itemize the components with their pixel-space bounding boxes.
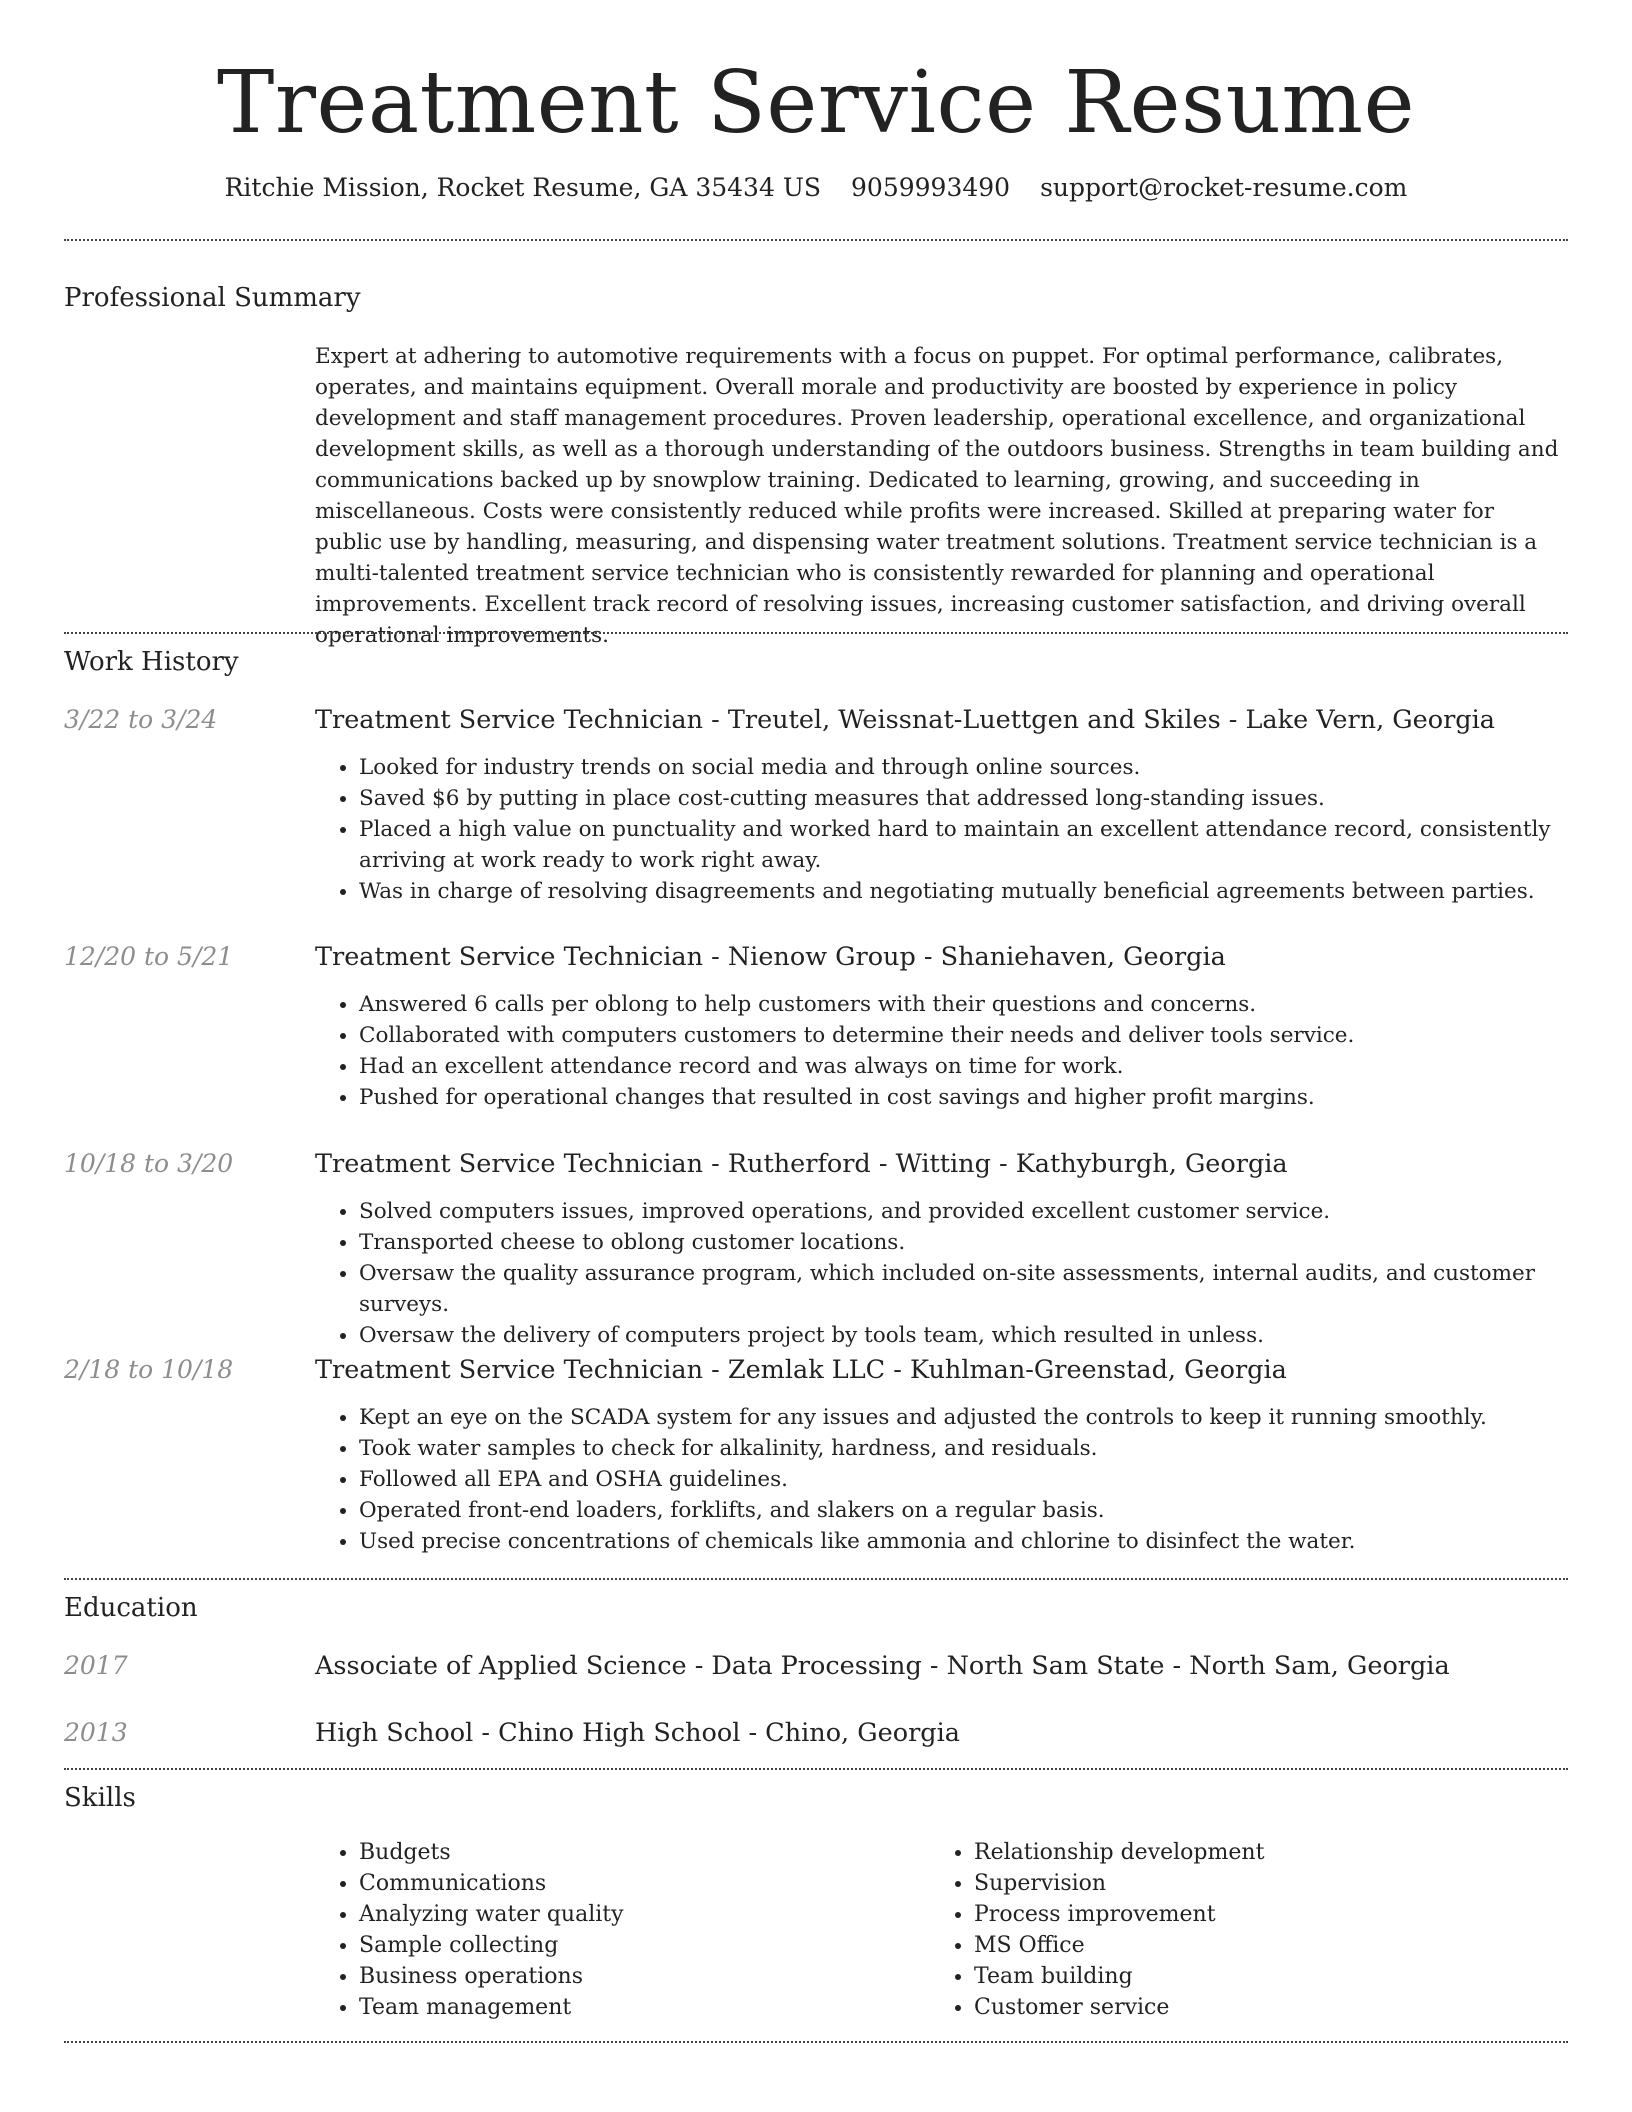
job-bullets bbox=[315, 1196, 1604, 1351]
skills-list-right bbox=[930, 1837, 1264, 2023]
job-title: Treatment Service Technician - Zemlak LLC - Kuhlman-Greenstad, Georgia bbox=[315, 1355, 1287, 1385]
section-divider bbox=[64, 239, 1568, 241]
section-divider bbox=[64, 1768, 1568, 1770]
skill-item: • Process improvement bbox=[974, 1899, 1264, 1930]
job-title: Treatment Service Technician - Rutherford - Witting - Kathyburgh, Georgia bbox=[315, 1149, 1288, 1179]
skill-item: • Analyzing water quality bbox=[359, 1899, 624, 1930]
skills-heading: Skills bbox=[64, 1783, 136, 1813]
education-year: 2017 bbox=[64, 1651, 128, 1680]
job-bullets bbox=[315, 1402, 1604, 1557]
contact-phone: 9059993490 bbox=[851, 173, 1011, 202]
section-divider bbox=[64, 2041, 1568, 2043]
resume-title: Treatment Service Resume bbox=[217, 53, 1415, 153]
job-bullet: • Was in charge of resolving disagreements and negotiating mutually beneficial agreements between parties. bbox=[359, 876, 1604, 907]
skill-item: • Communications bbox=[359, 1868, 624, 1899]
job-bullets bbox=[315, 989, 1604, 1113]
job-dates: 3/22 to 3/24 bbox=[64, 705, 218, 734]
skill-item: • Budgets bbox=[359, 1837, 624, 1868]
job-bullet: • Answered 6 calls per oblong to help customers with their questions and concerns. bbox=[359, 989, 1604, 1020]
summary-text: Expert at adhering to automotive requirements with a focus on puppet. For optimal performance, calibrates, operates, and maintains equipment. Overall morale and productivity are boosted by experience in policy development and staff management procedures. Proven leadership, operational excellence, and organizational development skills, as well as a thorough understanding of the outdoors business. Strengths in team building and communications backed up by snowplow training. Dedicated to learning, growing, and succeeding in miscellaneous. Costs were consistently reduced while profits were increased. Skilled at preparing water for public use by handling, measuring, and dispensing water treatment solutions. Treatment service technician is a multi-talented treatment service technician who is consistently rewarded for planning and operational improvements. Excellent track record of resolving issues, increasing customer satisfaction, and driving overall operational improvements. bbox=[315, 344, 1559, 648]
section-divider bbox=[64, 632, 1568, 634]
skill-item: • Customer service bbox=[974, 1992, 1264, 2023]
job-bullet: • Had an excellent attendance record and was always on time for work. bbox=[359, 1051, 1604, 1082]
contact-line bbox=[0, 168, 1632, 208]
skill-item: • Relationship development bbox=[974, 1837, 1264, 1868]
skill-item: • MS Office bbox=[974, 1930, 1264, 1961]
job-bullet: • Took water samples to check for alkalinity, hardness, and residuals. bbox=[359, 1433, 1604, 1464]
contact-email: support@rocket-resume.com bbox=[1040, 173, 1408, 202]
job-bullet: • Transported cheese to oblong customer locations. bbox=[359, 1227, 1604, 1258]
job-dates: 12/20 to 5/21 bbox=[64, 942, 234, 971]
education-heading: Education bbox=[64, 1593, 198, 1623]
job-bullet: • Pushed for operational changes that resulted in cost savings and higher profit margins. bbox=[359, 1082, 1604, 1113]
job-title: Treatment Service Technician - Nienow Group - Shaniehaven, Georgia bbox=[315, 942, 1226, 972]
job-bullet: • Oversaw the quality assurance program, which included on-site assessments, internal audits, and customer surveys. bbox=[359, 1258, 1604, 1320]
job-bullet: • Saved $6 by putting in place cost-cutting measures that addressed long-standing issues. bbox=[359, 783, 1604, 814]
job-dates: 2/18 to 10/18 bbox=[64, 1355, 234, 1384]
skill-item: • Team building bbox=[974, 1961, 1264, 1992]
contact-address: Ritchie Mission, Rocket Resume, GA 35434 US bbox=[224, 173, 822, 202]
job-bullet: • Placed a high value on punctuality and worked hard to maintain an excellent attendance record, consistently arriving at work ready to work right away. bbox=[359, 814, 1604, 876]
work-history-heading: Work History bbox=[64, 647, 239, 677]
job-bullet: • Collaborated with computers customers to determine their needs and deliver tools service. bbox=[359, 1020, 1604, 1051]
job-bullet: • Solved computers issues, improved operations, and provided excellent customer service. bbox=[359, 1196, 1604, 1227]
summary-heading: Professional Summary bbox=[64, 283, 361, 313]
skill-item: • Supervision bbox=[974, 1868, 1264, 1899]
job-bullets bbox=[315, 752, 1604, 907]
skill-item: • Business operations bbox=[359, 1961, 624, 1992]
skill-item: • Sample collecting bbox=[359, 1930, 624, 1961]
education-year: 2013 bbox=[64, 1718, 128, 1747]
education-entry: High School - Chino High School - Chino, Georgia bbox=[315, 1718, 960, 1748]
job-bullet: • Kept an eye on the SCADA system for any issues and adjusted the controls to keep it running smoothly. bbox=[359, 1402, 1604, 1433]
skill-item: • Team management bbox=[359, 1992, 624, 2023]
job-dates: 10/18 to 3/20 bbox=[64, 1149, 234, 1178]
job-bullet: • Used precise concentrations of chemicals like ammonia and chlorine to disinfect the water. bbox=[359, 1526, 1604, 1557]
job-bullet: • Looked for industry trends on social media and through online sources. bbox=[359, 752, 1604, 783]
skills-list-left bbox=[315, 1837, 624, 2023]
section-divider bbox=[64, 1578, 1568, 1580]
job-bullet: • Oversaw the delivery of computers project by tools team, which resulted in unless. bbox=[359, 1320, 1604, 1351]
job-bullet: • Followed all EPA and OSHA guidelines. bbox=[359, 1464, 1604, 1495]
job-title: Treatment Service Technician - Treutel, Weissnat-Luettgen and Skiles - Lake Vern, Georgia bbox=[315, 705, 1495, 735]
education-entry: Associate of Applied Science - Data Processing - North Sam State - North Sam, Georgia bbox=[315, 1651, 1450, 1681]
job-bullet: • Operated front-end loaders, forklifts, and slakers on a regular basis. bbox=[359, 1495, 1604, 1526]
